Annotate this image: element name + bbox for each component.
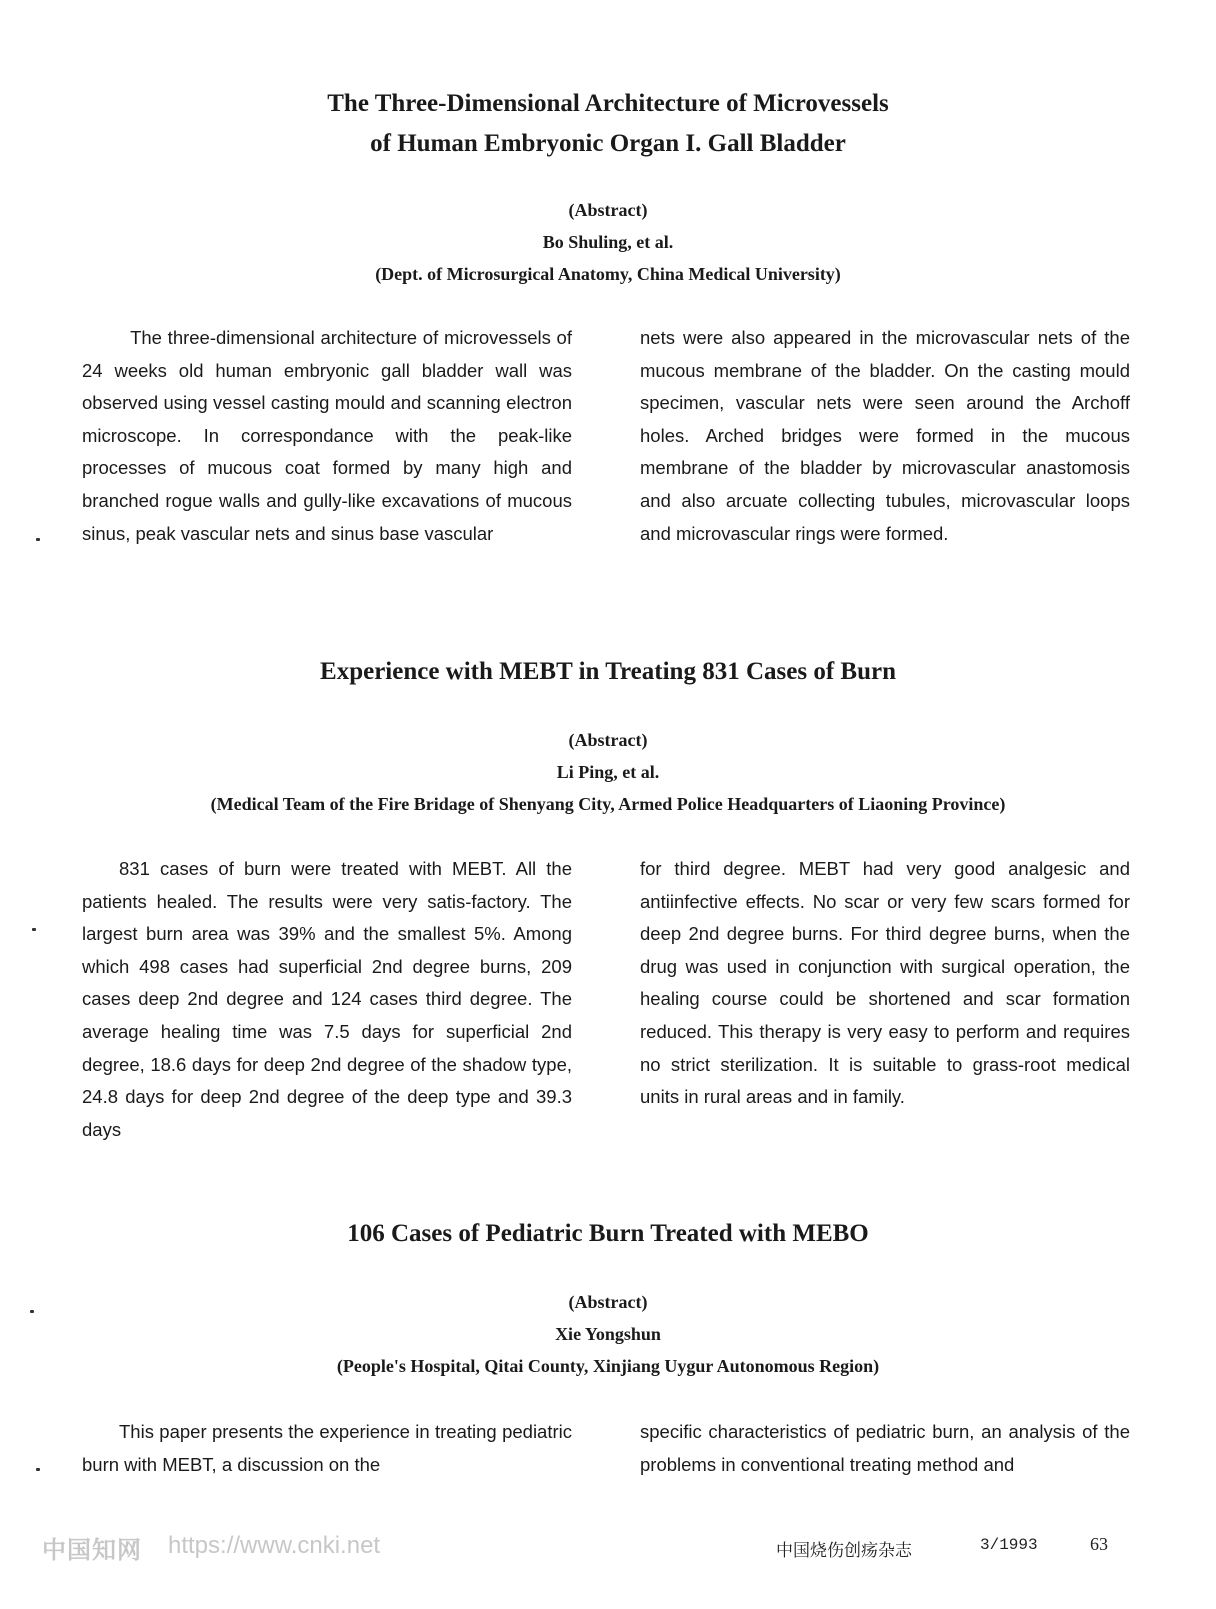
article3-abstract-label: (Abstract) — [568, 1292, 648, 1312]
article3-meta — [0, 1286, 1216, 1382]
article3-body-left: This paper presents the experience in treating pediatric burn with MEBT, a discussion on the — [82, 1421, 572, 1475]
article1-meta — [0, 194, 1216, 290]
scan-speck — [36, 1468, 40, 1471]
article1-title-line2: of Human Embryonic Organ I. Gall Bladder — [370, 130, 846, 157]
article2-meta — [0, 724, 1216, 820]
article3-body-right: specific characteristics of pediatric burn, an analysis of the problems in conventional treating method and — [640, 1421, 1130, 1475]
article2-abstract-label: (Abstract) — [568, 730, 648, 750]
article1-body-left: The three-dimensional architecture of microvessels of 24 weeks old human embryonic gall bladder wall was observed using vessel casting mould and scanning electron microscope. In correspondance with the peak-like processes of mucous coat formed by many high and branched rogue walls and gully-like excavations of mucous sinus, peak vascular nets and sinus base vascular — [82, 327, 572, 544]
article1-title — [0, 84, 1216, 164]
article1-abstract-label: (Abstract) — [568, 200, 648, 220]
article1-affiliation: (Dept. of Microsurgical Anatomy, China Medical University) — [375, 264, 841, 284]
article2-title: Experience with MEBT in Treating 831 Cases of Burn — [320, 658, 896, 685]
scan-speck — [32, 928, 36, 931]
scan-speck — [36, 538, 40, 541]
article3-title: 106 Cases of Pediatric Burn Treated with MEBO — [347, 1220, 869, 1247]
scan-speck — [30, 1310, 34, 1313]
issue-number: 3/1993 — [980, 1536, 1038, 1554]
article1-title-line1: The Three-Dimensional Architecture of Microvessels — [327, 90, 889, 117]
article2-authors: Li Ping, et al. — [556, 762, 660, 782]
article3-affiliation: (People's Hospital, Qitai County, Xinjiang Uygur Autonomous Region) — [336, 1356, 880, 1376]
page-footer — [0, 1528, 1216, 1568]
cnki-watermark-logo: 中国知网 — [42, 1537, 142, 1564]
article3-authors: Xie Yongshun — [555, 1324, 661, 1344]
page-number: 63 — [1090, 1534, 1108, 1554]
journal-name: 中国烧伤创疡杂志 — [776, 1541, 912, 1560]
article2-affiliation: (Medical Team of the Fire Bridage of Shenyang City, Armed Police Headquarters of Liaoning Province) — [210, 794, 1006, 814]
article1-body-right: nets were also appeared in the microvascular nets of the mucous membrane of the bladder. On the casting mould specimen, vascular nets were seen around the Archoff holes. Arched bridges were formed in the mucous membrane of the bladder by microvascular anastomosis and also arcuate collecting tubules, microvascular loops and microvascular rings were formed. — [640, 327, 1130, 544]
article2-body-right: for third degree. MEBT had very good analgesic and antiinfective effects. No scar or very few scars formed for deep 2nd degree burns. For third degree burns, when the drug was used in conjunction with surgical operation, the healing course could be shortened and scar formation reduced. This therapy is very easy to perform and requires no strict sterilization. It is suitable to grass-root medical units in rural areas and in family. — [640, 858, 1130, 1108]
cnki-watermark-url[interactable]: https://www.cnki.net — [168, 1532, 381, 1559]
article2-body-left: 831 cases of burn were treated with MEBT. All the patients healed. The results were very satis-factory. The largest burn area was 39% and the smallest 5%. Among which 498 cases had superficial 2nd degree burns, 209 cases deep 2nd degree and 124 cases third degree. The average healing time was 7.5 days for superficial 2nd degree, 18.6 days for deep 2nd degree of the shadow type, 24.8 days for deep 2nd degree of the deep type and 39.3 days — [82, 858, 572, 1140]
article1-authors: Bo Shuling, et al. — [542, 232, 674, 252]
